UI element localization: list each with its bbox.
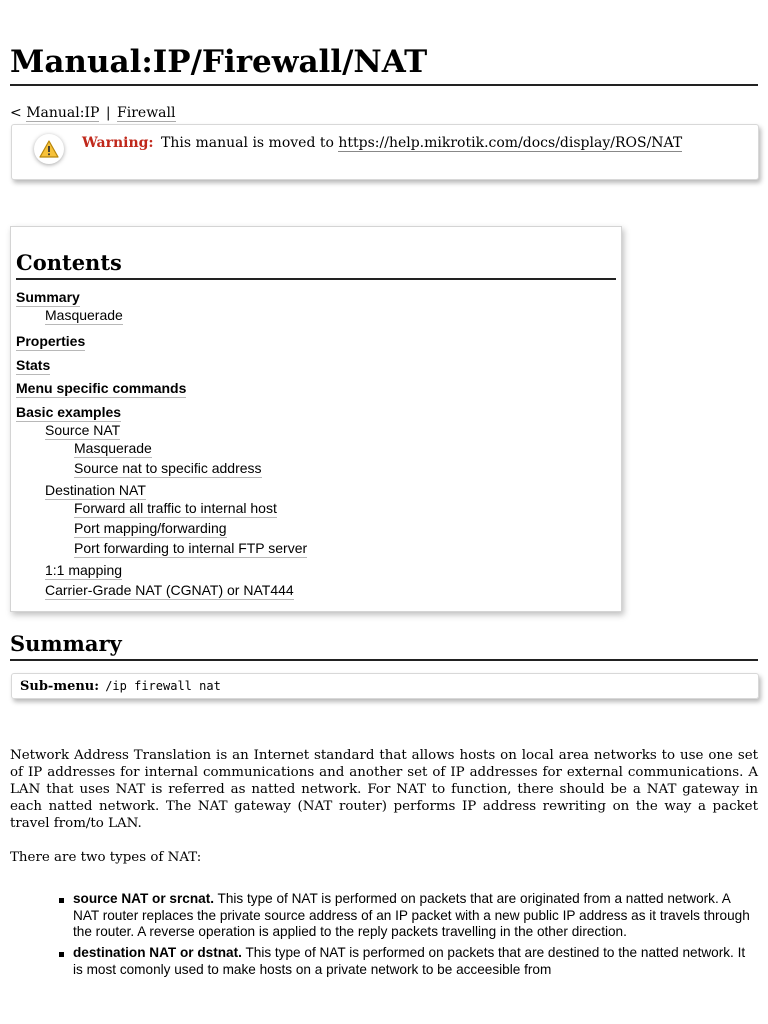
nat-types-list [73, 891, 753, 983]
toc-link-cgnat[interactable]: Carrier-Grade NAT (CGNAT) or NAT444 [45, 582, 294, 598]
submenu-line [20, 678, 221, 695]
submenu-box [11, 673, 759, 699]
warning-text: This manual is moved to [161, 135, 334, 151]
nat-type-description: This type of NAT is performed on packets that are originated from a natted network. A NAT router replaces the private source address of an IP packet with a new public IP address as it travels through the router. A reverse operation is applied to the reply packets travelling in the other direction. [73, 891, 750, 940]
submenu-path: /ip firewall nat [105, 679, 221, 693]
nat-type-term: destination NAT or dstnat. [73, 945, 242, 961]
bullet-icon [59, 898, 64, 903]
toc-link-source-nat-masquerade[interactable]: Masquerade [74, 440, 152, 456]
toc-link-port-forwarding-ftp[interactable]: Port forwarding to internal FTP server [74, 540, 308, 556]
warning-label: Warning: [82, 135, 154, 151]
bullet-icon [59, 952, 64, 957]
toc-link-properties[interactable]: Properties [16, 333, 86, 349]
nat-types-intro: There are two types of NAT: [10, 850, 202, 865]
toc-title: Contents [16, 249, 616, 280]
toc-link-basic-examples[interactable]: Basic examples [16, 404, 122, 420]
toc-link-port-mapping[interactable]: Port mapping/forwarding [74, 520, 227, 536]
breadcrumb-prefix: < [10, 105, 27, 121]
list-item [73, 945, 753, 978]
submenu-label: Sub-menu: [20, 679, 100, 694]
toc-link-summary[interactable]: Summary [16, 289, 80, 305]
page-title: Manual:IP/Firewall/NAT [10, 42, 758, 86]
breadcrumb-current-link[interactable]: Firewall [117, 105, 176, 121]
toc-link-forward-all-traffic[interactable]: Forward all traffic to internal host [74, 500, 277, 516]
table-of-contents [10, 226, 622, 612]
toc-link-destination-nat[interactable]: Destination NAT [45, 482, 146, 498]
warning-box [11, 124, 759, 180]
toc-link-masquerade[interactable]: Masquerade [45, 307, 123, 323]
breadcrumb-parent-link[interactable]: Manual:IP [26, 105, 100, 121]
nat-type-description: This type of NAT is performed on packets that are destined to the natted network. It is most comonly used to make hosts on a private network to be acceesible from [73, 945, 746, 977]
toc-link-menu-specific-commands[interactable]: Menu specific commands [16, 380, 187, 396]
list-item [73, 891, 753, 941]
toc-link-source-nat[interactable]: Source NAT [45, 422, 121, 438]
warning-message [82, 133, 682, 153]
toc-link-one-to-one-mapping[interactable]: 1:1 mapping [45, 562, 123, 578]
warning-icon [34, 134, 64, 164]
warning-link[interactable]: https://help.mikrotik.com/docs/display/ROS/NAT [338, 135, 683, 151]
section-heading-summary: Summary [10, 630, 758, 661]
breadcrumb-separator: | [105, 105, 111, 121]
toc-link-stats[interactable]: Stats [16, 357, 51, 373]
summary-paragraph: Network Address Translation is an Internet standard that allows hosts on local area networks to use one set of IP addresses for internal communications and another set of IP addresses for external communications. A LAN that uses NAT is referred as natted network. For NAT to function, there should be a NAT gateway in each natted network. The NAT gateway (NAT router) performs IP address rewriting on the way a packet travel from/to LAN. [10, 748, 758, 831]
nat-type-term: source NAT or srcnat. [73, 891, 215, 906]
toc-link-source-nat-specific-address[interactable]: Source nat to specific address [74, 460, 262, 476]
breadcrumb [10, 104, 176, 122]
